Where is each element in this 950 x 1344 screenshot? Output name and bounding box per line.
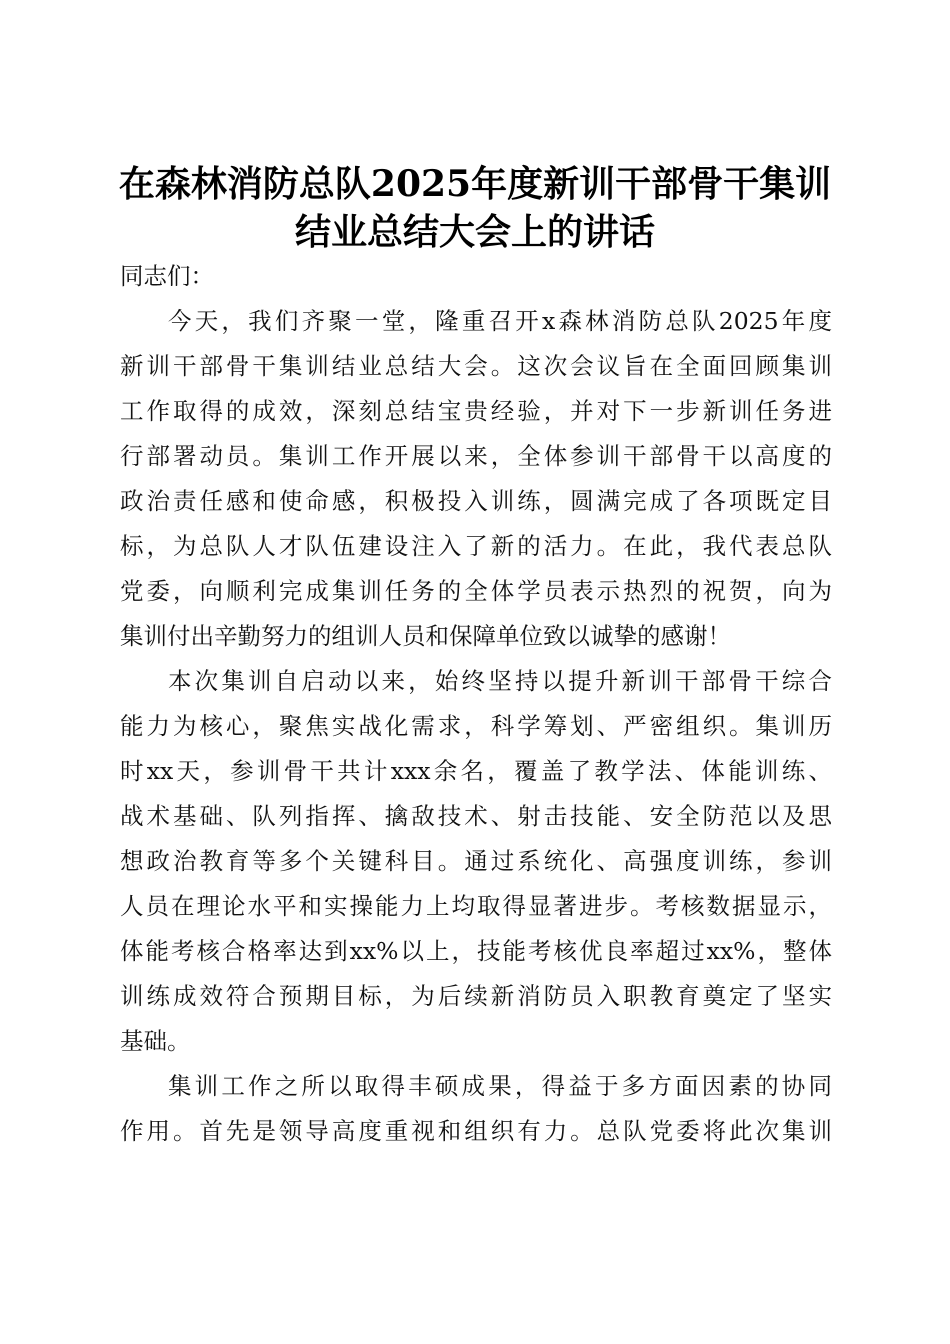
paragraph-line: 时xx天，参训骨干共计xxx余名，覆盖了教学法、体能训练、 xyxy=(120,757,832,785)
document-body xyxy=(120,254,832,1154)
paragraph-line: 本次集训自启动以来，始终坚持以提升新训干部骨干综合 xyxy=(168,667,832,695)
paragraph-line: 标，为总队人才队伍建设注入了新的活力。在此，我代表总队 xyxy=(120,532,832,560)
greeting: 同志们： xyxy=(120,262,214,290)
paragraph-line: 战术基础、队列指挥、擒敌技术、射击技能、安全防范以及思 xyxy=(120,802,832,830)
title-line-1: 在森林消防总队2025年度新训干部骨干集训 xyxy=(118,163,832,206)
title-line-2: 结业总结大会上的讲话 xyxy=(294,211,655,254)
paragraph-line: 能力为核心，聚焦实战化需求，科学筹划、严密组织。集训历 xyxy=(120,712,832,740)
paragraph-line: 今天，我们齐聚一堂，隆重召开x森林消防总队2025年度 xyxy=(168,307,832,335)
paragraph-line: 行部署动员。集训工作开展以来，全体参训干部骨干以高度的 xyxy=(120,442,832,470)
paragraph-line: 想政治教育等多个关键科目。通过系统化、高强度训练，参训 xyxy=(120,847,832,875)
document-title xyxy=(100,160,850,256)
paragraph-line: 党委，向顺利完成集训任务的全体学员表示热烈的祝贺，向为 xyxy=(120,577,832,605)
paragraph-line: 体能考核合格率达到xx%以上，技能考核优良率超过xx%，整体 xyxy=(120,937,832,965)
paragraph-line: 作用。首先是领导高度重视和组织有力。总队党委将此次集训 xyxy=(120,1117,832,1145)
paragraph-1 xyxy=(120,299,832,659)
paragraph-line: 训练成效符合预期目标，为后续新消防员入职教育奠定了坚实 xyxy=(120,982,832,1010)
paragraph-line: 集训付出辛勤努力的组训人员和保障单位致以诚挚的感谢！ xyxy=(120,622,731,650)
paragraph-line: 政治责任感和使命感，积极投入训练，圆满完成了各项既定目 xyxy=(120,487,832,515)
paragraph-line: 新训干部骨干集训结业总结大会。这次会议旨在全面回顾集训 xyxy=(120,352,832,380)
paragraph-3 xyxy=(120,1064,832,1154)
paragraph-2 xyxy=(120,659,832,1064)
paragraph-line: 集训工作之所以取得丰硕成果，得益于多方面因素的协同 xyxy=(168,1072,832,1100)
paragraph-line: 工作取得的成效，深刻总结宝贵经验，并对下一步新训任务进 xyxy=(120,397,832,425)
paragraph-line: 人员在理论水平和实操能力上均取得显著进步。考核数据显示， xyxy=(120,892,832,920)
paragraph-line: 基础。 xyxy=(120,1027,191,1055)
